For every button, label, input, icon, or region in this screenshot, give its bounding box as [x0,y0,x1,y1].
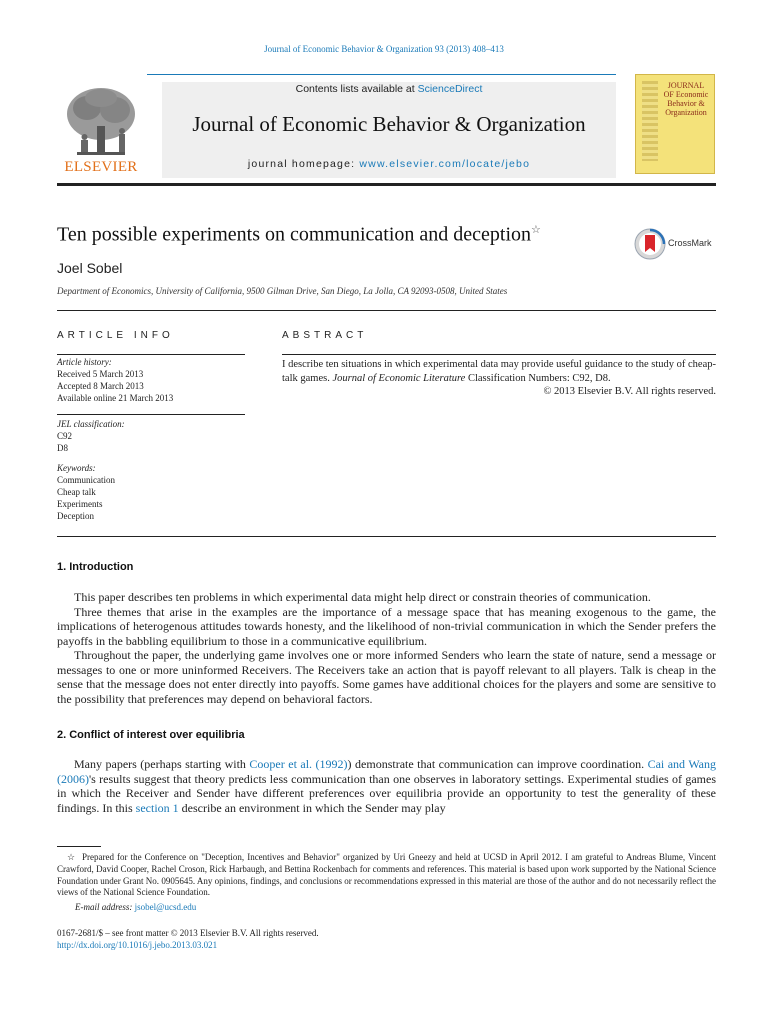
title-footnote-mark[interactable]: ☆ [531,224,541,236]
paragraph [57,757,716,815]
footnote [57,852,716,899]
history-received: Received 5 March 2013 [57,369,144,379]
section-1-body [57,590,716,706]
jel-classification [57,418,247,454]
paragraph: This paper describes ten problems in which experimental data might help direct or constrain theories of communication. [74,590,651,604]
text-run: describe an environment in which the Sender may play [178,800,446,815]
jel-code: C92 [57,431,73,441]
keywords [57,462,247,522]
article-info-heading: ARTICLE INFO [57,330,174,341]
abstract-text-b: Classification Numbers: C92, D8. [465,372,611,384]
history-accepted: Accepted 8 March 2013 [57,381,144,391]
masthead-divider [57,183,716,186]
footnote-text: Prepared for the Conference on "Deception, Incentives and Behavior" organized by Uri Gneezy and held at UCSD in April 2012. I am grateful to Andreas Blume, Vincent Crawford, David Cooper, Rachel Croson, Rick Harbaugh, and Bettina Rockenbach for comments and references. This material is based upon work supported by the National Science Foundation under Grant No. 0905645. Any opinions, findings, and conclusions or recommendations expressed in this material are those of the author and do not necessarily reflect the views of the National Science Foundation. [57,852,717,898]
abstract-body [282,358,716,399]
history-online: Available online 21 March 2013 [57,393,174,403]
citation-link-cooper[interactable]: Cooper et al. (1992) [249,757,348,771]
article-info-rule [57,354,245,355]
keyword: Experiments [57,499,103,509]
issn-line: 0167-2681/$ – see front matter © 2013 Elsevier B.V. All rights reserved. [57,928,319,938]
history-rule [57,414,245,415]
jel-label: JEL classification: [57,419,125,429]
contents-prefix: Contents lists available at [295,83,418,95]
homepage-prefix: journal homepage: [247,158,360,170]
abstract-copyright: © 2013 Elsevier B.V. All rights reserved. [543,386,716,397]
journal-citation[interactable]: Journal of Economic Behavior & Organization 93 (2013) 408–413 [264,44,504,54]
paper-title-text: Ten possible experiments on communication and deception [57,223,532,246]
section-link[interactable]: section 1 [135,800,179,815]
title-divider [57,310,716,311]
homepage-link[interactable]: www.elsevier.com/locate/jebo [359,158,531,170]
email-link[interactable]: jsobel@ucsd.edu [134,902,197,912]
footnote-mark: ☆ [67,852,76,862]
homepage-line [162,158,616,170]
keywords-label: Keywords: [57,463,96,473]
email-label: E-mail address: [75,902,135,912]
text-run: 's results suggest that theory predicts less communication than one observes in laboratory settings. Experimental studies of games in which the Receiver and Sender have different preferences over equilibria provide an opportunity to test the generality of these findings. In this [57,771,716,815]
article-history [57,356,247,404]
section-2-heading: 2. Conflict of interest over equilibria [57,729,245,741]
abstract-text-a: I describe ten situations in which experimental data may provide useful guidance to the study of cheap-talk games. [282,359,716,384]
author-affiliation: Department of Economics, University of California, 9500 Gilman Drive, San Diego, La Jolla, CA 92093-0508, United States [57,286,508,296]
publisher-name: ELSEVIER [64,159,138,175]
text-run: ) demonstrate that communication can improve coordination. [347,757,648,771]
crossmark-badge[interactable] [634,228,718,260]
paragraph: Three themes that arise in the examples are the importance of a message space that has meaning exogenous to the game, the implications of heterogenous attitudes towards honesty, and the likelihood of non-trivial communication in which the Sender prefers the payoffs in the babbling equilibrium to those in a communicative equilibrium. [57,604,716,648]
text-run: Many papers (perhaps starting with [74,757,250,771]
journal-cover-thumbnail[interactable] [635,74,715,174]
section-2-body [57,757,716,815]
email-line [75,902,196,912]
citation-link-cai-wang[interactable]: Cai and Wang (2006) [57,757,717,786]
keyword: Deception [57,511,94,521]
sciencedirect-link[interactable]: ScienceDirect [417,83,483,95]
keyword: Cheap talk [57,487,96,497]
history-label: Article history: [57,357,112,367]
front-matter [57,928,319,951]
journal-title: Journal of Economic Behavior & Organization [192,112,586,136]
abstract-text [282,358,716,385]
front-divider [57,536,716,537]
keyword: Communication [57,475,115,485]
jel-code: D8 [57,443,68,453]
doi-link[interactable]: http://dx.doi.org/10.1016/j.jebo.2013.03.021 [57,939,218,950]
abstract-heading: ABSTRACT [282,330,368,341]
crossmark-label: CrossMark [668,238,712,248]
abstract-text-italic: Journal of Economic Literature [332,372,466,384]
crossmark-icon [634,228,666,260]
paper-title [57,223,617,247]
section-1-heading: 1. Introduction [57,561,134,573]
footnote-rule [57,846,101,847]
cover-title: JOURNAL OF Economic Behavior & Organization [663,81,709,117]
abstract-rule [282,354,716,355]
contents-line [162,83,616,95]
author-name[interactable]: Joel Sobel [57,260,123,276]
paragraph: Throughout the paper, the underlying game involves one or more informed Senders who learn the state of nature, send a message or messages to one or more uninformed Receivers. The Receivers take an action that is payoff relevant to all players. Talk is cheap in the sense that the message does not enter directly into payoffs. Some games have additional choices for the players and some are sensitive to the possibility that preferences may depend on behavioral factors. [57,648,716,706]
cover-pattern [642,81,658,161]
header-rule [147,74,616,75]
